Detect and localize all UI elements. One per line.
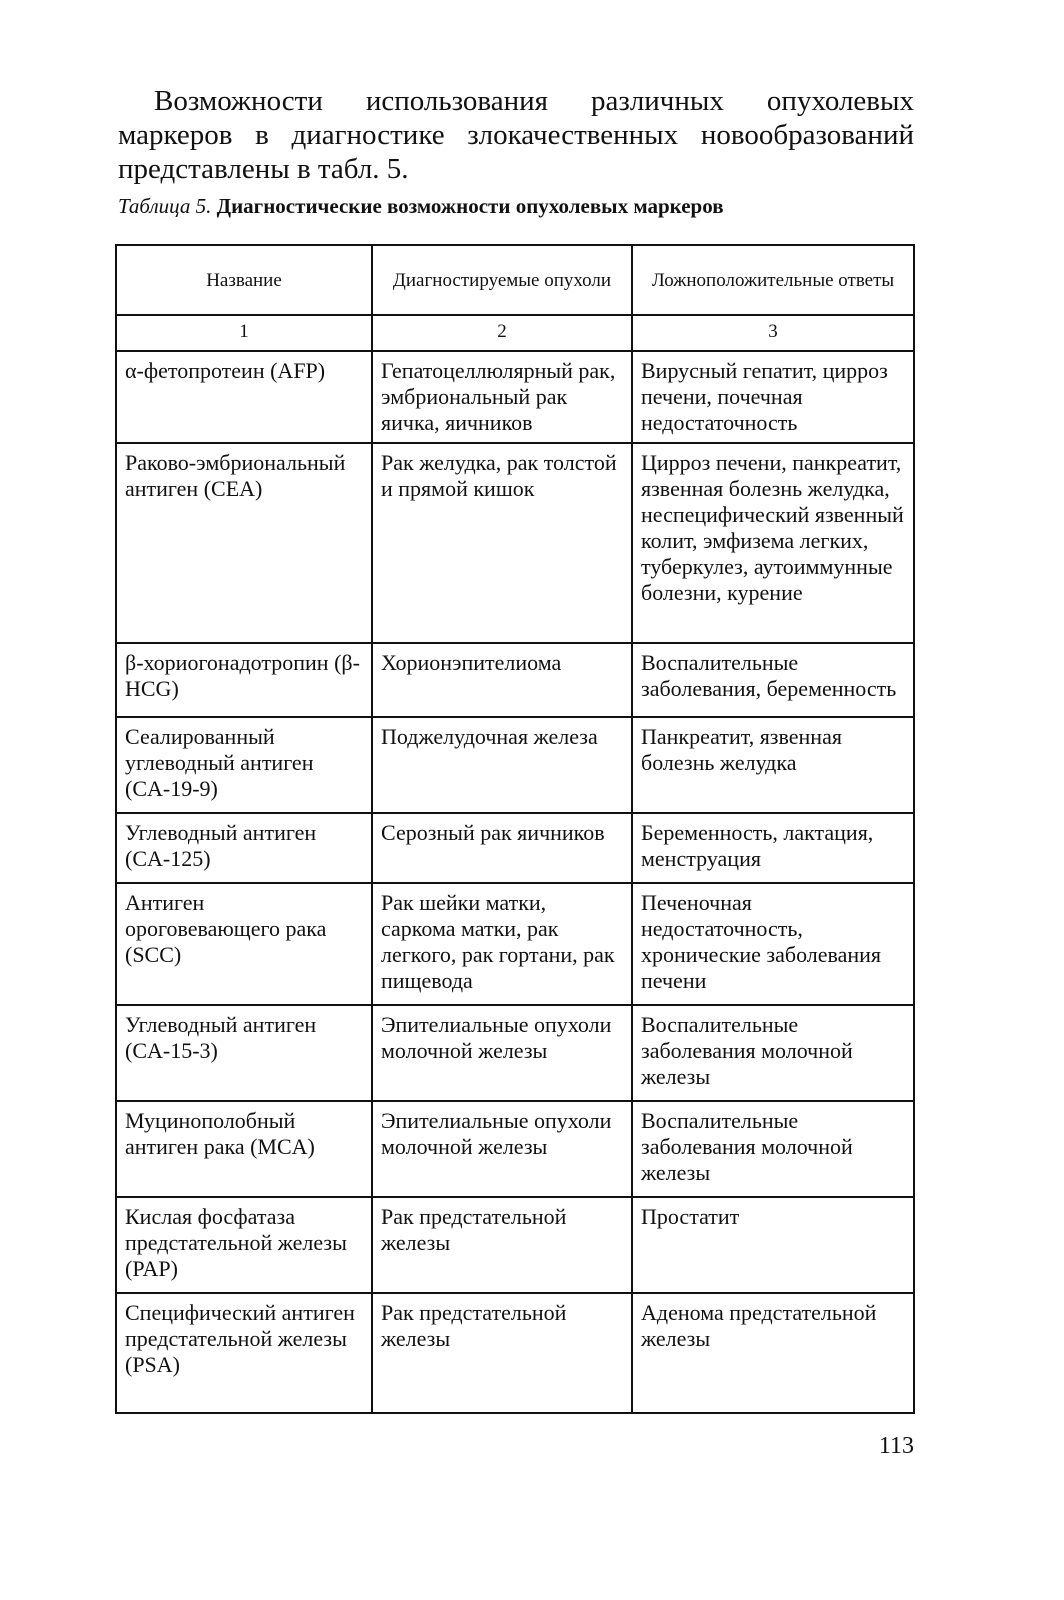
marker-name-cell: Муцинополобный антиген рака (MCA) bbox=[116, 1101, 372, 1197]
marker-name-cell: Антиген ороговевающего рака (SCC) bbox=[116, 883, 372, 1005]
tumor-markers-table bbox=[115, 244, 915, 1414]
false-positives-cell: Воспалительные заболевания молочной железы bbox=[632, 1101, 914, 1197]
false-positives-cell: Воспалительные заболевания, беременность bbox=[632, 643, 914, 717]
false-positives-cell: Печеночная недостаточность, хронические заболевания печени bbox=[632, 883, 914, 1005]
header-false-positives: Ложноположительные ответы bbox=[632, 245, 914, 315]
table-header-row bbox=[116, 245, 914, 315]
diagnosed-tumors-cell: Серозный рак яичников bbox=[372, 813, 632, 883]
diagnosed-tumors-cell: Хорионэпителиома bbox=[372, 643, 632, 717]
diagnosed-tumors-cell: Гепатоцеллюлярный рак, эмбриональный рак яичка, яичников bbox=[372, 351, 632, 443]
table-row bbox=[116, 443, 914, 643]
false-positives-cell: Вирусный гепатит, цирроз печени, почечная недостаточность bbox=[632, 351, 914, 443]
table-row bbox=[116, 643, 914, 717]
table-row bbox=[116, 1101, 914, 1197]
marker-name-cell: Специфический антиген предстательной железы (PSA) bbox=[116, 1293, 372, 1413]
header-name: Название bbox=[116, 245, 372, 315]
table-row bbox=[116, 1005, 914, 1101]
header-diagnosed-tumors: Диагностируемые опухоли bbox=[372, 245, 632, 315]
marker-name-cell: α-фетопротеин (AFP) bbox=[116, 351, 372, 443]
column-number-row bbox=[116, 315, 914, 351]
false-positives-cell: Панкреатит, язвенная болезнь желудка bbox=[632, 717, 914, 813]
marker-name-cell: β-хориогонадотропин (β-HCG) bbox=[116, 643, 372, 717]
marker-name-cell: Углеводный антиген (CA-125) bbox=[116, 813, 372, 883]
table-caption-title: Диагностические возможности опухолевых маркеров bbox=[216, 194, 724, 218]
table-row bbox=[116, 1197, 914, 1293]
table-row bbox=[116, 351, 914, 443]
table-caption bbox=[118, 192, 914, 220]
table-row bbox=[116, 813, 914, 883]
marker-name-cell: Раково-эмбриональный антиген (CEA) bbox=[116, 443, 372, 643]
column-number: 3 bbox=[632, 315, 914, 351]
marker-name-cell: Углеводный антиген (CA-15-3) bbox=[116, 1005, 372, 1101]
diagnosed-tumors-cell: Рак шейки матки, саркома матки, рак легкого, рак гортани, рак пищевода bbox=[372, 883, 632, 1005]
marker-name-cell: Кислая фосфатаза предстательной железы (PAP) bbox=[116, 1197, 372, 1293]
table-row bbox=[116, 717, 914, 813]
column-number: 2 bbox=[372, 315, 632, 351]
column-number: 1 bbox=[116, 315, 372, 351]
table-row bbox=[116, 1293, 914, 1413]
diagnosed-tumors-cell: Рак предстательной железы bbox=[372, 1197, 632, 1293]
intro-paragraph: Возможности использования различных опухолевых маркеров в диагностике злокачественных новообразований представлены в табл. 5. bbox=[118, 85, 914, 185]
diagnosed-tumors-cell: Рак желудка, рак толстой и прямой кишок bbox=[372, 443, 632, 643]
diagnosed-tumors-cell: Поджелудочная железа bbox=[372, 717, 632, 813]
diagnosed-tumors-cell: Рак предстательной железы bbox=[372, 1293, 632, 1413]
marker-name-cell: Сеалированный углеводный антиген (CA-19-9) bbox=[116, 717, 372, 813]
false-positives-cell: Цирроз печени, панкреатит, язвенная болезнь желудка, неспецифический язвенный колит, эмфизема легких, туберкулез, аутоиммунные болезни, курение bbox=[632, 443, 914, 643]
diagnosed-tumors-cell: Эпителиальные опухоли молочной железы bbox=[372, 1005, 632, 1101]
table-row bbox=[116, 883, 914, 1005]
false-positives-cell: Воспалительные заболевания молочной железы bbox=[632, 1005, 914, 1101]
false-positives-cell: Простатит bbox=[632, 1197, 914, 1293]
table-caption-label: Таблица 5. bbox=[118, 194, 212, 218]
diagnosed-tumors-cell: Эпителиальные опухоли молочной железы bbox=[372, 1101, 632, 1197]
page-number: 113 bbox=[878, 1433, 914, 1459]
false-positives-cell: Беременность, лактация, менструация bbox=[632, 813, 914, 883]
false-positives-cell: Аденома предстательной железы bbox=[632, 1293, 914, 1413]
